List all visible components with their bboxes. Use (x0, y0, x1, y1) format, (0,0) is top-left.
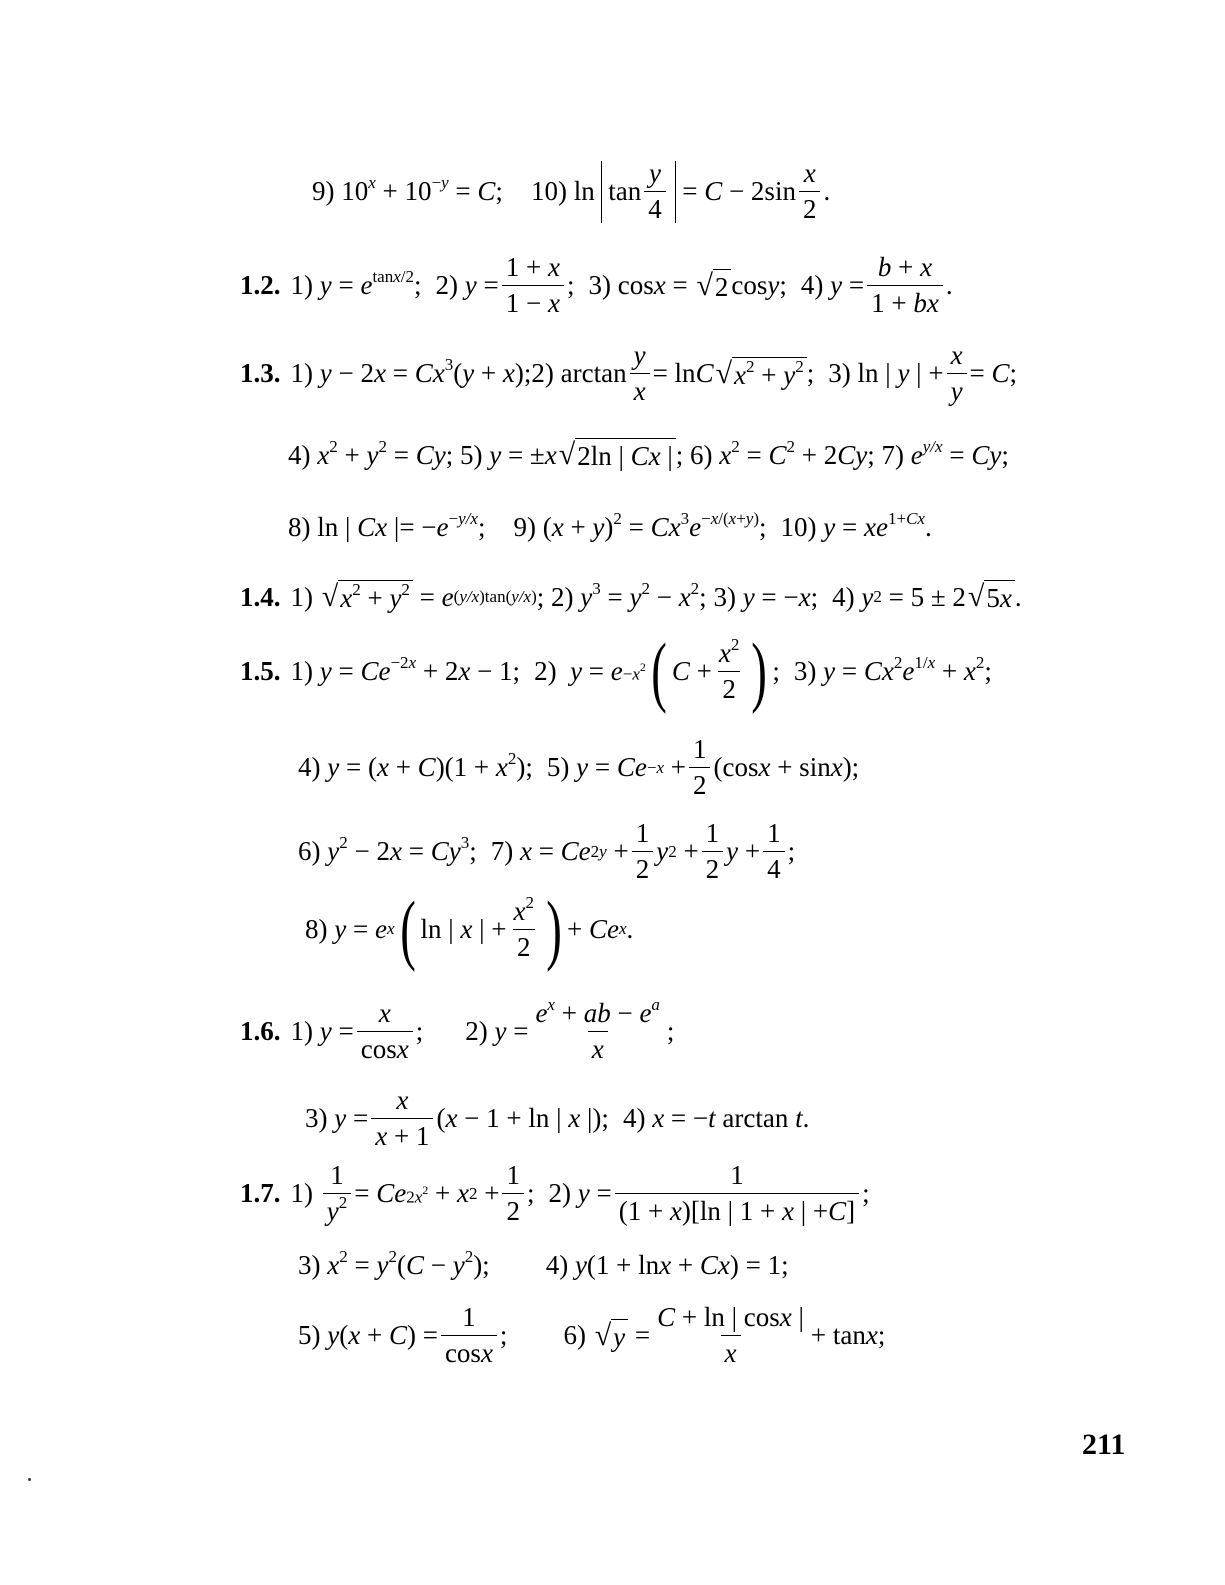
formula: $(x + y)^2 = Cx^3e^{-x/(x+y)}$; (542, 509, 767, 542)
item-number: 5) (546, 752, 570, 782)
item-number: 2) (534, 655, 557, 686)
item-number: 3) (793, 655, 817, 686)
item-number: 1) (290, 1016, 313, 1046)
answer-section-1-4 (240, 580, 1022, 614)
item-number: 4) (298, 752, 321, 782)
formula: y = $\frac{1 + x}{1 - x}$ ; (464, 252, 575, 318)
item-number: 4) (545, 1250, 569, 1280)
item-number: 1) (290, 655, 313, 686)
formula: y = Ce −x + $\frac{1}{2}$ (cos x + sin x ); (576, 734, 860, 800)
formula: $y = xe^{1+Cx}$. (823, 509, 932, 542)
answer-section-1-5 (240, 627, 992, 714)
section-label: 1.7. (240, 1178, 281, 1208)
item-number: 2) (548, 1178, 571, 1208)
item-number: 6) (563, 1320, 586, 1350)
answer-line-1-1-9-10 (312, 158, 830, 225)
item-number: 3) (713, 581, 736, 612)
item-number: 3) (588, 270, 611, 300)
formula: $\frac{1}{y^2}$ = Ce $2x^2$ + x 2 + $\frac{1}{2}$ ; (320, 1160, 535, 1227)
answer-section-1-7 (240, 1160, 870, 1227)
answer-section-1-5-cont-1 (298, 734, 859, 801)
section-label: 1.2. (240, 270, 281, 300)
item-number: 2) (551, 581, 574, 612)
item-number: 2) (531, 358, 554, 388)
formula: arctan $\frac{y}{x}$ = ln C √ $x^2 + y^2$ ; (560, 340, 815, 406)
item-number: 4) (288, 439, 311, 470)
section-label: 1.3. (240, 358, 281, 388)
item-number: 2) (465, 1016, 488, 1046)
formula: y = $\frac{1}{(1 + x)[\ln | 1 + x | +C]}$ ; (577, 1160, 870, 1226)
item-number: 8) (305, 913, 328, 944)
item-number: 2) (435, 270, 459, 300)
item-number: 3) (305, 1103, 328, 1133)
formula: $x^2 + y^2 = Cy$; (317, 436, 454, 470)
answer-section-1-3-cont-2 (288, 509, 932, 543)
formula: y = e $-x^2$ ( C + $\frac{x^2}{2}$ ) ; (570, 627, 780, 714)
formula: y = −x; (742, 581, 819, 612)
item-number: 7) (881, 439, 905, 470)
formula: x = Ce 2y + $\frac{1}{2}$ y 2 + $\frac{1}{2}$ y + $\frac{1}{4}$ ; (519, 818, 796, 884)
section-label: 1.6. (240, 1016, 281, 1046)
item-number: 1) (290, 270, 313, 300)
answer-section-1-5-cont-3 (305, 885, 634, 972)
item-number: 8) (288, 512, 311, 542)
item-number: 3) (828, 358, 851, 388)
item-number: 10) (780, 512, 817, 542)
item-number: 4) (622, 1103, 646, 1133)
item-number: 5) (298, 1320, 321, 1350)
formula: $y = (x + C)(1 + x^2)$; (327, 749, 533, 782)
item-number: 9) (513, 512, 536, 542)
formula: cos x = √ 2 cos y ; (617, 268, 787, 302)
formula: y ( x + C ) = $\frac{1}{\cos x}$ ; (327, 1302, 508, 1368)
formula: x = −t arctan t. (652, 1103, 810, 1133)
item-number: 5) (459, 439, 483, 470)
item-number: 4) (800, 270, 824, 300)
answer-section-1-2 (240, 252, 953, 319)
scan-speck (28, 1478, 31, 1481)
item-number: 3) (298, 1250, 321, 1280)
section-label: 1.4. (240, 581, 281, 612)
formula: y = ± x √ 2ln | Cx | ; (489, 438, 684, 471)
answer-section-1-6 (240, 995, 675, 1065)
formula: y = $\frac{e^x + ab - e^a}{x}$ ; (494, 995, 675, 1064)
formula: $e^{y/x} = Cy$; (910, 436, 1009, 470)
formula: $y = e^{tanx/2}$; (319, 267, 422, 300)
answer-section-1-6-cont-1 (305, 1085, 809, 1152)
item-number: 6) (298, 836, 321, 866)
formula: y = e x ( ln | x | + $\frac{x^2}{2}$ ) + Ce x . (334, 885, 634, 972)
formula: $y = Cx^2e^{1/x} + x^2$; (823, 652, 992, 686)
formula: y = $\frac{x}{\cos x}$ ; (319, 998, 424, 1064)
answer-section-1-7-cont-2 (298, 1302, 885, 1369)
formula: ln | y | + $\frac{x}{y}$ = C ; (857, 340, 1018, 406)
item-number: 1) (290, 358, 313, 388)
item-number: 4) (832, 581, 855, 612)
formula: $10^x + 10^{-y} = C$; (341, 173, 503, 206)
formula: √ $x^2 + y^2$ = e (y/x)tan(y/x) ; (321, 580, 545, 613)
item-number: 7) (490, 836, 514, 866)
item-number: 6) (690, 439, 713, 470)
item-number: 1) (290, 581, 313, 612)
formula: y = $\frac{b + x}{1 + bx}$ . (830, 252, 953, 318)
formula: $y^3 = y^2 - x^2$; (580, 578, 707, 612)
formula: y(1 + lnx + Cx) = 1; (574, 1250, 789, 1280)
item-number: 9) (312, 176, 335, 206)
formula: $x^2 = C^2 + 2Cy$; (719, 436, 875, 470)
formula: y = $\frac{x}{x + 1}$ ( x − 1 + ln | x |); (334, 1085, 609, 1151)
formula: $y - 2x = Cx^3(y + x)$; (319, 355, 532, 388)
formula: ln tan $\frac{y}{4}$ = C − 2sin $\frac{x}{2}$ . (573, 158, 831, 224)
item-number: 10) (530, 176, 567, 206)
formula: $y^2 - 2x = Cy^3$; (327, 833, 477, 866)
formula: ln | Cx |= $-e^{-y/x}$; (317, 509, 486, 542)
page-number: 211 (1082, 1428, 1126, 1461)
formula: $y = Ce^{-2x} + 2x - 1$; (319, 652, 521, 686)
answer-section-1-3-cont-1 (288, 438, 1009, 472)
formula: $x^2 = y^2(C - y^2)$; (327, 1247, 490, 1280)
section-label: 1.5. (240, 655, 281, 686)
answer-section-1-5-cont-2 (298, 818, 795, 885)
formula: y 2 = 5 ± 2 √ 5x . (861, 580, 1022, 613)
answer-section-1-3 (240, 340, 1017, 407)
answer-section-1-7-cont-1 (298, 1247, 789, 1281)
item-number: 1) (290, 1178, 313, 1208)
formula: √ y = $\frac{C + \ln | \cos x |}{x}$ + tan x ; (594, 1302, 886, 1368)
